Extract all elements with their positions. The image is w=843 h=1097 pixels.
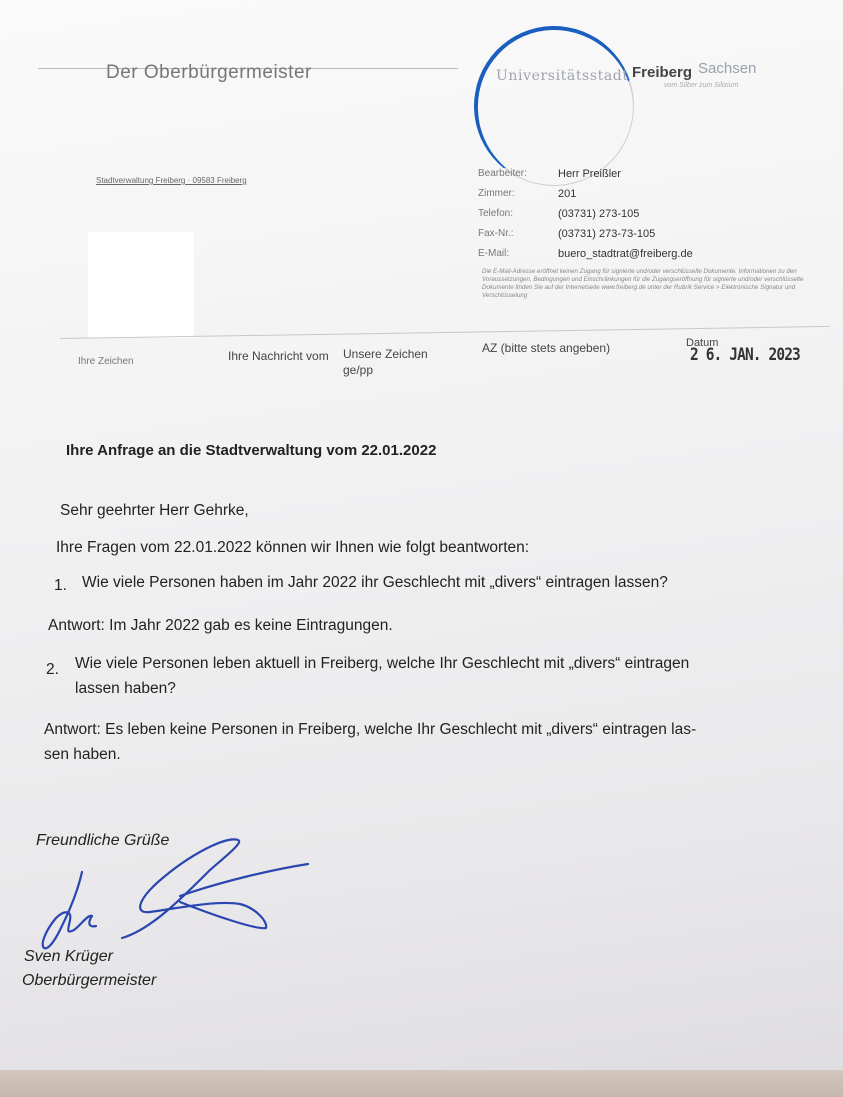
- contact-value: (03731) 273-73-105: [558, 228, 656, 240]
- contact-value: 201: [558, 188, 577, 200]
- contact-key: Telefon:: [478, 208, 514, 219]
- contact-email: buero_stadtrat@freiberg.de: [558, 248, 693, 260]
- ref-unsere-value: ge/pp: [343, 363, 374, 377]
- contact-row: [478, 188, 693, 208]
- contact-row: [478, 168, 693, 188]
- answer-2-line-2: sen haben.: [44, 746, 121, 763]
- signer-role: Oberbürgermeister: [22, 972, 157, 989]
- ref-unsere-zeichen: Unsere Zeichen: [343, 347, 428, 361]
- table-surface: [0, 1070, 843, 1097]
- redacted-address-box: [88, 232, 194, 338]
- signer-name: Sven Krüger: [24, 948, 113, 965]
- logo-slogan: vom Silber zum Silizium: [664, 82, 739, 89]
- logo-city-text: Universitätsstadt: [496, 68, 629, 84]
- contact-key: E-Mail:: [478, 248, 510, 259]
- ref-az: AZ (bitte stets angeben): [482, 341, 611, 355]
- ref-ihre-nachricht: Ihre Nachricht vom: [228, 349, 329, 363]
- logo-name-text: Freiberg: [632, 64, 693, 81]
- contact-value: (03731) 273-105: [558, 208, 640, 220]
- question-2-line-1: Wie viele Personen leben aktuell in Freiberg, welche Ihr Geschlecht mit „divers“ eintragen: [75, 655, 690, 672]
- question-2-number: 2.: [46, 661, 59, 678]
- contact-row: [478, 208, 693, 228]
- intro-sentence: Ihre Fragen vom 22.01.2022 können wir Ihnen wie folgt beantworten:: [56, 539, 530, 556]
- question-2-line-2: lassen haben?: [75, 680, 176, 697]
- contact-row: [478, 228, 693, 248]
- contact-key: Bearbeiter:: [478, 168, 527, 179]
- contact-block: [478, 168, 693, 268]
- answer-2-line-1: Antwort: Es leben keine Personen in Freiberg, welche Ihr Geschlecht mit „divers“ eintragen las-: [44, 721, 697, 738]
- contact-row: [478, 248, 693, 268]
- sender-title: Der Oberbürgermeister: [106, 62, 312, 83]
- closing: Freundliche Grüße: [36, 832, 170, 849]
- ref-ihre-zeichen: Ihre Zeichen: [78, 356, 134, 367]
- handwritten-signature: [30, 830, 330, 960]
- logo-state-text: Sachsen: [698, 60, 757, 77]
- letter-subject: Ihre Anfrage an die Stadtverwaltung vom 22.01.2022: [66, 442, 437, 459]
- email-disclaimer: Die E-Mail-Adresse eröffnet keinen Zugang für signierte und/oder verschlüsselte Dokumente. Informationen zu den Voraussetzungen, Bedingungen und Einschränkungen für die Zugangseröffnung für signierte und/oder verschlüsselte Dokumente finden Sie auf der Internetseite www.freiberg.de unter der Rubrik Service > Elektronische Signatur und Verschlüsselung: [482, 268, 804, 299]
- return-address: Stadtverwaltung Freiberg · 09583 Freiberg: [96, 176, 247, 185]
- contact-key: Zimmer:: [478, 188, 515, 199]
- salutation: Sehr geehrter Herr Gehrke,: [60, 502, 249, 519]
- contact-key: Fax-Nr.:: [478, 228, 514, 239]
- contact-value: Herr Preißler: [558, 168, 621, 180]
- question-1: Wie viele Personen haben im Jahr 2022 ihr Geschlecht mit „divers“ eintragen lassen?: [82, 574, 668, 591]
- answer-1: Antwort: Im Jahr 2022 gab es keine Eintragungen.: [48, 617, 393, 634]
- question-1-number: 1.: [54, 577, 67, 594]
- date-stamp: 2 6. JAN. 2023: [690, 345, 800, 365]
- ref-datum: Datum: [686, 337, 719, 349]
